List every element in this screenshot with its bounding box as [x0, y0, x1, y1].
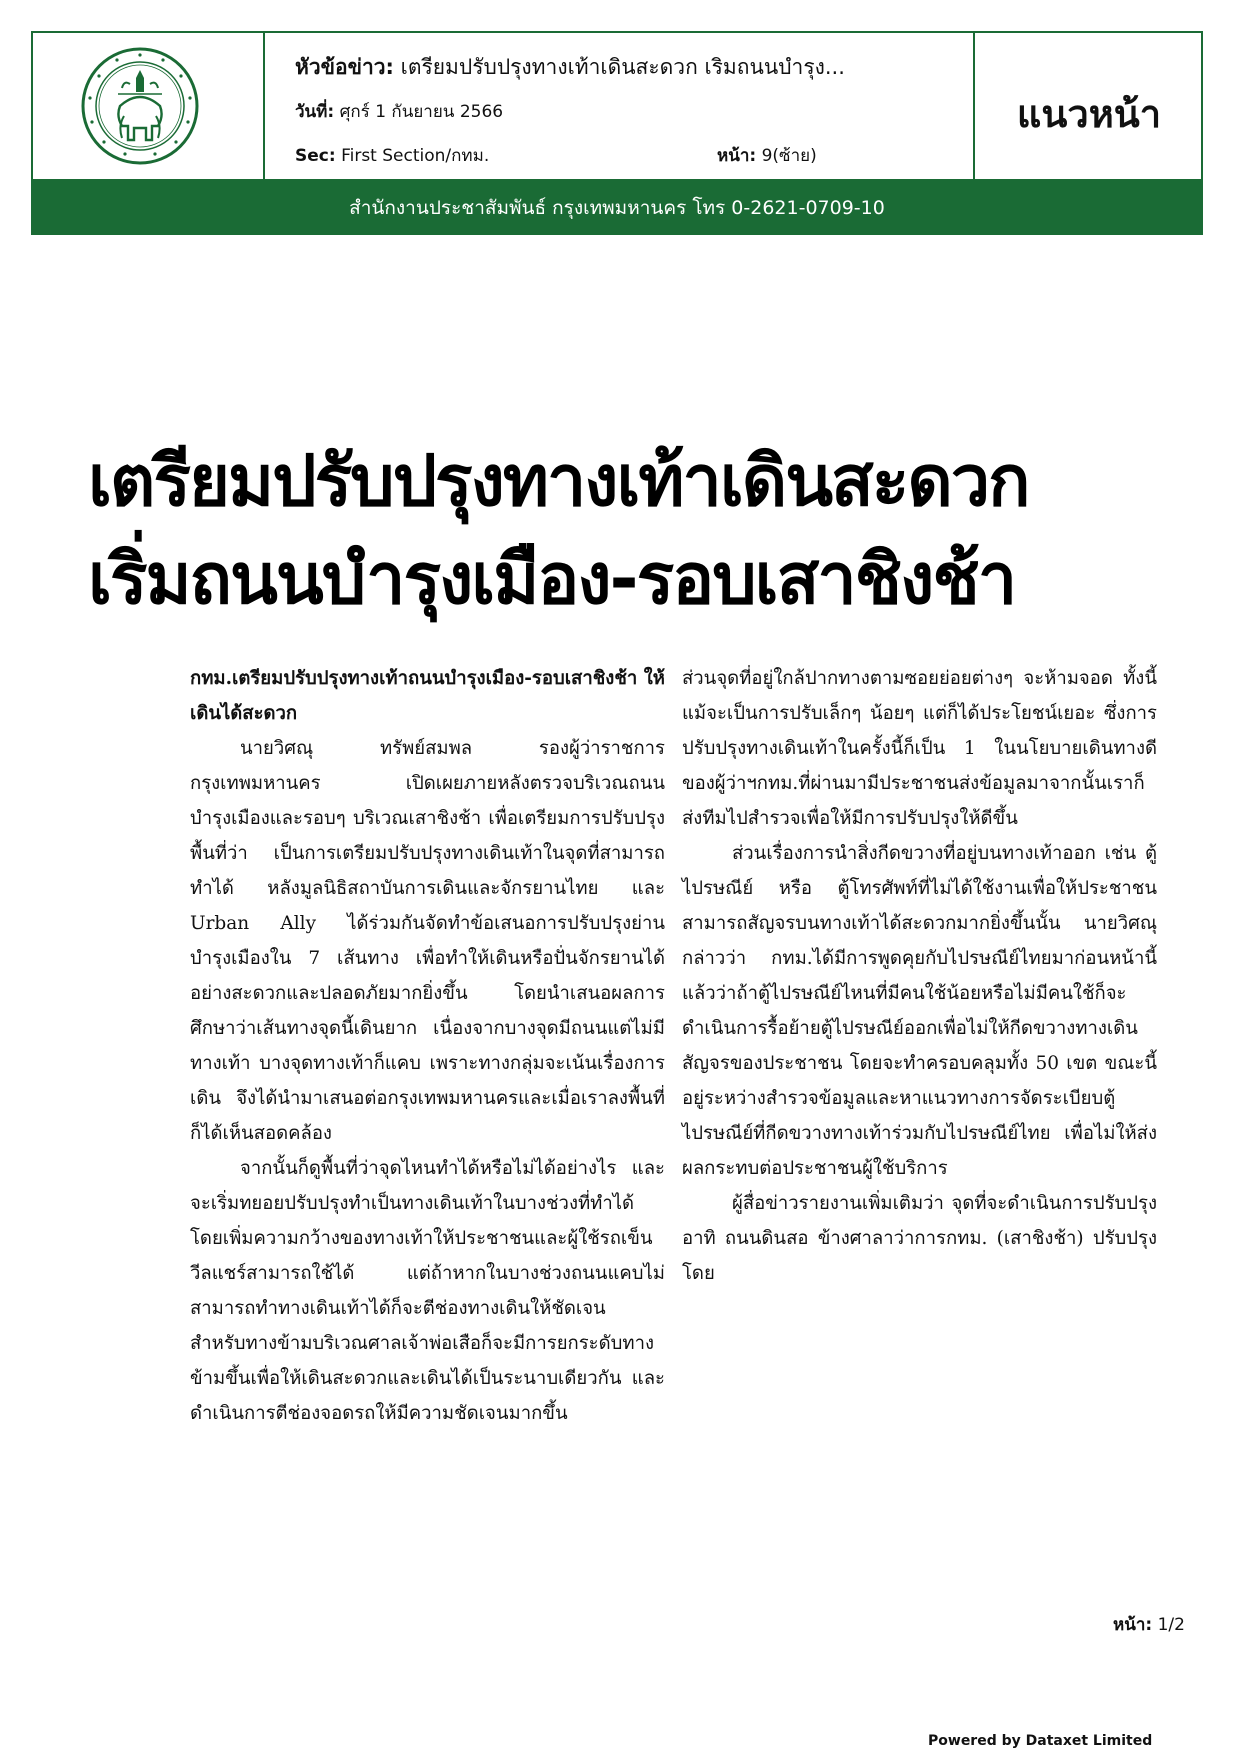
page-value: 9(ซ้าย)	[761, 146, 817, 166]
article-paragraph: นายวิศณุ ทรัพย์สมพล รองผู้ว่าราชการกรุงเทพมหานคร เปิดเผยภายหลังตรวจบริเวณถนนบำรุงเมืองและรอบๆ บริเวณเสาชิงช้า เพื่อเตรียมการปรับปรุงพื้นที่ว่า เป็นการเตรียมปรับปรุงทางเดินเท้าในจุดที่สามารถทำได้ หลังมูลนิธิสถาบันการเดินและจักรยานไทย และ Urban Ally ได้ร่วมกันจัดทำข้อเสนอการปรับปรุงย่านบำรุงเมืองใน 7 เส้นทาง เพื่อทำให้เดินหรือปั่นจักรยานได้อย่างสะดวกและปลอดภัยมากยิ่งขึ้น โดยนำเสนอผลการศึกษาว่าเส้นทางจุดนี้เดินยาก เนื่องจากบางจุดมีถนนแต่ไม่มีทางเท้า บางจุดทางเท้าก็แคบ เพราะทางกลุ่มจะเน้นเรื่องการเดิน จึงได้นำมาเสนอต่อกรุงเทพมหานครและเมื่อเราลงพื้นที่ก็ได้เห็นสอดคล้อง	[190, 738, 665, 1144]
article-lead: กทม.เตรียมปรับปรุงทางเท้าถนนบำรุงเมือง-รอบเสาชิงช้า ให้เดินได้สะดวก	[190, 668, 665, 724]
headline-value: เตรียมปรับปรุงทางเท้าเดินสะดวก เริมถนนบำรุง...	[400, 55, 845, 79]
publication-name: แนวหน้า	[1016, 92, 1162, 136]
article-paragraph: ส่วนเรื่องการนำสิ่งกีดขวางที่อยู่บนทางเท้าออก เช่น ตู้ไปรษณีย์ หรือ ตู้โทรศัพท์ที่ไม่ได้ใช้งานเพื่อให้ประชาชนสามารถสัญจรบนทางเท้าได้สะดวกมากยิ่งขึ้นนั้น นายวิศณุกล่าวว่า กทม.ได้มีการพูดคุยกับไปรษณีย์ไทยมาก่อนหน้านี้แล้วว่าถ้าตู้ไปรษณีย์ไหนที่มีคนใช้น้อยหรือไม่มีคนใช้ก็จะดำเนินการรื้อย้ายตู้ไปรษณีย์ออกเพื่อไม่ให้กีดขวางทางเดินสัญจรของประชาชน โดยจะทำครอบคลุมทั้ง 50 เขต ขณะนี้อยู่ระหว่างสำรวจข้อมูลและหาแนวทางการจัดระเบียบตู้ไปรษณีย์ที่กีดขวางทางเท้าร่วมกับไปรษณีย์ไทย เพื่อไม่ให้ส่งผลกระทบต่อประชาชนผู้ใช้บริการ	[682, 843, 1157, 1179]
article-column-left	[190, 661, 665, 1431]
clipping-header	[31, 31, 1203, 181]
article-paragraph: ผู้สื่อข่าวรายงานเพิ่มเติมว่า จุดที่จะดำเนินการปรับปรุง อาทิ ถนนดินสอ ข้างศาลาว่าการกทม. (เสาชิงช้า) ปรับปรุงโดย	[682, 1193, 1157, 1284]
pr-office-banner: สำนักงานประชาสัมพันธ์ กรุงเทพมหานคร โทร 0-2621-0709-10	[31, 181, 1203, 235]
article-title	[88, 432, 1168, 628]
page-indicator	[1113, 1611, 1185, 1638]
article-paragraph: จากนั้นก็ดูพื้นที่ว่าจุดไหนทำได้หรือไม่ได้อย่างไร และจะเริ่มทยอยปรับปรุงทำเป็นทางเดินเท้าในบางช่วงที่ทำได้ โดยเพิ่มความกว้างของทางเท้าให้ประชาชนและผู้ใช้รถเข็นวีลแชร์สามารถใช้ได้ แต่ถ้าหากในบางช่วงถนนแคบไม่สามารถทำทางเดินเท้าได้ก็จะตีช่องทางเดินให้ชัดเจน สำหรับทางข้ามบริเวณศาลเจ้าพ่อเสือก็จะมีการยกระดับทางข้ามขึ้นเพื่อให้เดินสะดวกและเดินได้เป็นระนาบเดียวกัน และดำเนินการตีช่องจอดรถให้มีความชัดเจนมากขึ้น	[190, 1158, 665, 1424]
article-title-line-1: เตรียมปรับปรุงทางเท้าเดินสะดวก	[88, 440, 1029, 522]
article-paragraph: ส่วนจุดที่อยู่ใกล้ปากทางตามซอยย่อยต่างๆ จะห้ามจอด ทั้งนี้แม้จะเป็นการปรับเล็กๆ น้อยๆ แต่ก็ได้ประโยชน์เยอะ ซึ่งการปรับปรุงทางเดินเท้าในครั้งนี้ก็เป็น 1 ในนโยบายเดินทางดีของผู้ว่าฯกทม.ที่ผ่านมามีประชาชนส่งข้อมูลมาจากนั้นเราก็ส่งทีมไปสำรวจเพื่อให้มีการปรับปรุงให้ดีขึ้น	[682, 668, 1157, 829]
sec-value: First Section/กทม.	[341, 146, 490, 166]
article-title-line-2: เริ่มถนนบำรุงเมือง-รอบเสาชิงช้า	[88, 538, 1016, 620]
page-indicator-value: 1/2	[1157, 1615, 1185, 1635]
section-meta	[295, 142, 489, 169]
headline-meta	[295, 51, 845, 84]
meta-cell	[265, 33, 973, 179]
page-indicator-label: หน้า:	[1113, 1615, 1153, 1635]
page-meta	[717, 142, 817, 169]
date-label: วันที่:	[295, 102, 335, 122]
headline-label: หัวข้อข่าว:	[295, 55, 394, 79]
powered-by-credit: Powered by Dataxet Limited	[928, 1733, 1153, 1749]
sec-label: Sec:	[295, 146, 336, 166]
date-meta	[295, 98, 503, 125]
publication-cell	[973, 33, 1203, 179]
page-label: หน้า:	[717, 146, 757, 166]
date-value: ศุกร์ 1 กันยายน 2566	[339, 102, 504, 122]
logo-cell	[33, 33, 265, 179]
bangkok-city-seal-icon	[80, 46, 200, 166]
article-column-right	[682, 661, 1157, 1291]
